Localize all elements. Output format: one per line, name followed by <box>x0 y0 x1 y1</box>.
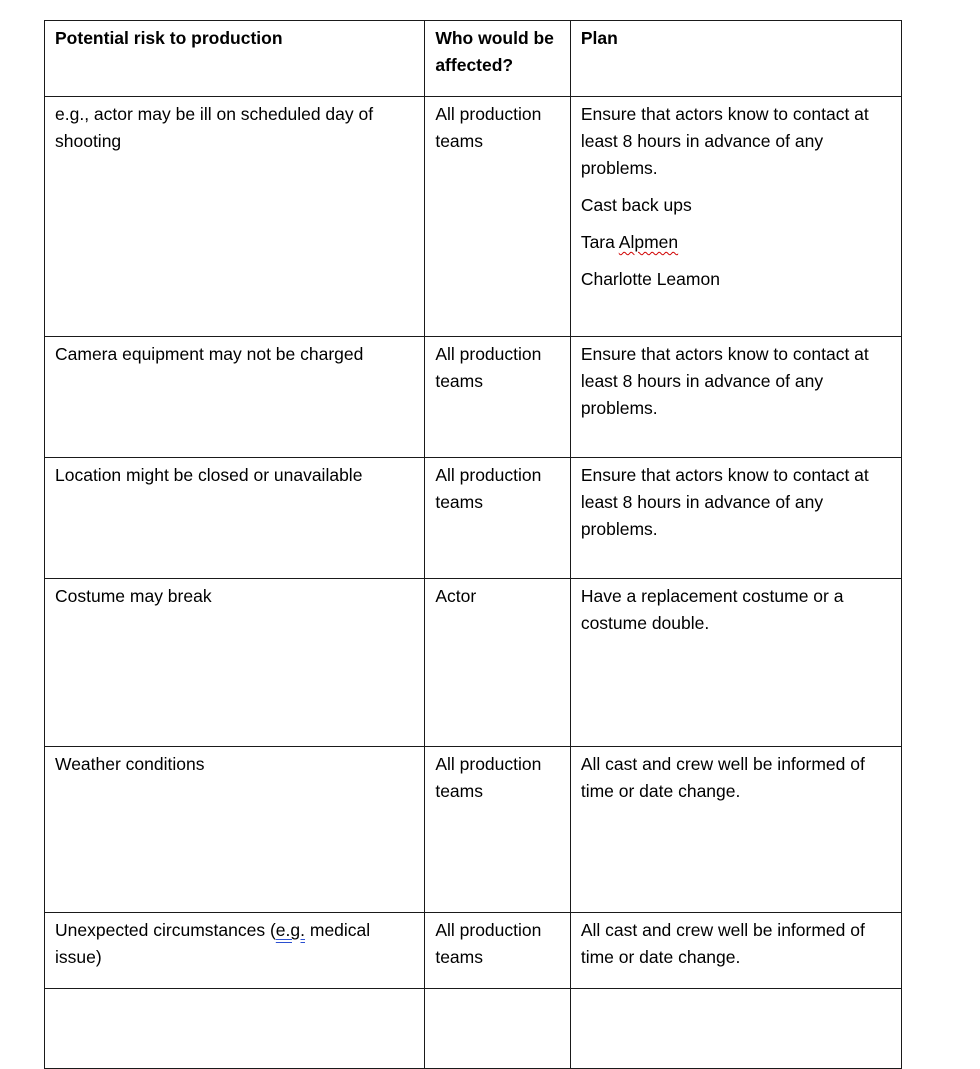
header-plan: Plan <box>570 21 901 97</box>
affected-cell[interactable]: Actor <box>425 579 571 747</box>
grammar-flag-word[interactable]: e.g. <box>275 920 305 940</box>
plan-cell[interactable] <box>570 97 901 337</box>
affected-cell[interactable]: All production teams <box>425 913 571 989</box>
risk-text-prefix: Unexpected circumstances ( <box>55 920 276 940</box>
risk-cell[interactable]: Costume may break <box>45 579 425 747</box>
risk-cell[interactable]: Location might be closed or unavailable <box>45 458 425 579</box>
backup-name-2: Charlotte Leamon <box>580 269 720 289</box>
risk-cell[interactable]: Camera equipment may not be charged <box>45 337 425 458</box>
plan-cell[interactable]: Ensure that actors know to contact at least 8 hours in advance of any problems. <box>570 458 901 579</box>
backup-label: Cast back ups <box>580 195 692 215</box>
table-row <box>45 913 902 989</box>
backup-name-1 <box>581 229 891 256</box>
header-risk: Potential risk to production <box>45 21 425 97</box>
backup-first-name: Tara <box>580 232 615 252</box>
spelling-error-word[interactable]: Alpmen <box>618 232 679 252</box>
plan-cell[interactable]: All cast and crew well be informed of time or date change. <box>570 913 901 989</box>
affected-cell[interactable]: All production teams <box>425 97 571 337</box>
table-row <box>45 458 902 579</box>
affected-cell[interactable]: All production teams <box>425 458 571 579</box>
affected-cell[interactable]: All production teams <box>425 747 571 913</box>
plan-cell[interactable]: Ensure that actors know to contact at least 8 hours in advance of any problems. <box>570 337 901 458</box>
risk-cell[interactable] <box>45 913 425 989</box>
table-row <box>45 97 902 337</box>
header-affected: Who would be affected? <box>425 21 571 97</box>
table-row <box>45 747 902 913</box>
affected-cell[interactable]: All production teams <box>425 337 571 458</box>
risk-cell[interactable]: Weather conditions <box>45 747 425 913</box>
risk-text-suffix: medical issue) <box>55 920 371 967</box>
plan-cell[interactable]: Have a replacement costume or a costume double. <box>570 579 901 747</box>
risk-assessment-table <box>44 20 902 1069</box>
risk-cell[interactable]: e.g., actor may be ill on scheduled day of shooting <box>45 97 425 337</box>
table-row <box>45 579 902 747</box>
plan-cell[interactable]: All cast and crew well be informed of time or date change. <box>570 747 901 913</box>
table-row <box>45 337 902 458</box>
table-header-row <box>45 21 902 97</box>
plan-text: Ensure that actors know to contact at least 8 hours in advance of any problems. <box>580 104 869 178</box>
